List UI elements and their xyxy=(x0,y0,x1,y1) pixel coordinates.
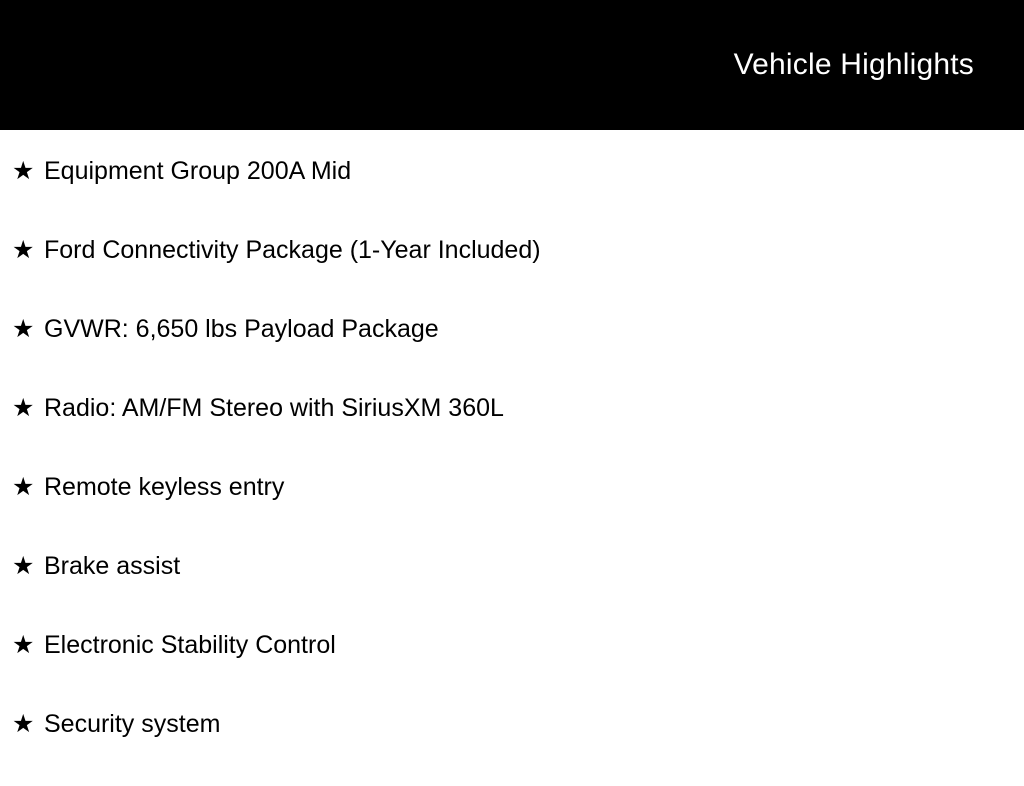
highlight-label: GVWR: 6,650 lbs Payload Package xyxy=(44,315,439,343)
list-item xyxy=(0,628,1024,707)
star-bullet-icon: ★ xyxy=(12,394,35,422)
star-bullet-icon: ★ xyxy=(12,552,35,580)
highlight-label: Remote keyless entry xyxy=(44,473,285,501)
list-item xyxy=(0,707,1024,786)
highlight-label: Brake assist xyxy=(44,552,181,580)
star-bullet-icon: ★ xyxy=(12,315,35,343)
star-bullet-icon: ★ xyxy=(12,631,35,659)
highlight-label: Radio: AM/FM Stereo with SiriusXM 360L xyxy=(44,394,504,422)
highlight-label: Security system xyxy=(44,710,221,738)
list-item xyxy=(0,154,1024,233)
list-item xyxy=(0,470,1024,549)
list-item xyxy=(0,549,1024,628)
vehicle-highlights-list xyxy=(0,130,1024,786)
list-item xyxy=(0,233,1024,312)
star-bullet-icon: ★ xyxy=(12,236,35,264)
list-item xyxy=(0,391,1024,470)
highlight-label: Ford Connectivity Package (1-Year Included) xyxy=(44,236,541,264)
list-item xyxy=(0,312,1024,391)
star-bullet-icon: ★ xyxy=(12,473,35,501)
highlight-label: Electronic Stability Control xyxy=(44,631,336,659)
star-bullet-icon: ★ xyxy=(12,710,35,738)
highlight-label: Equipment Group 200A Mid xyxy=(44,157,352,185)
page-title: Vehicle Highlights xyxy=(733,48,974,81)
page-header xyxy=(0,0,1024,130)
star-bullet-icon: ★ xyxy=(12,157,35,185)
